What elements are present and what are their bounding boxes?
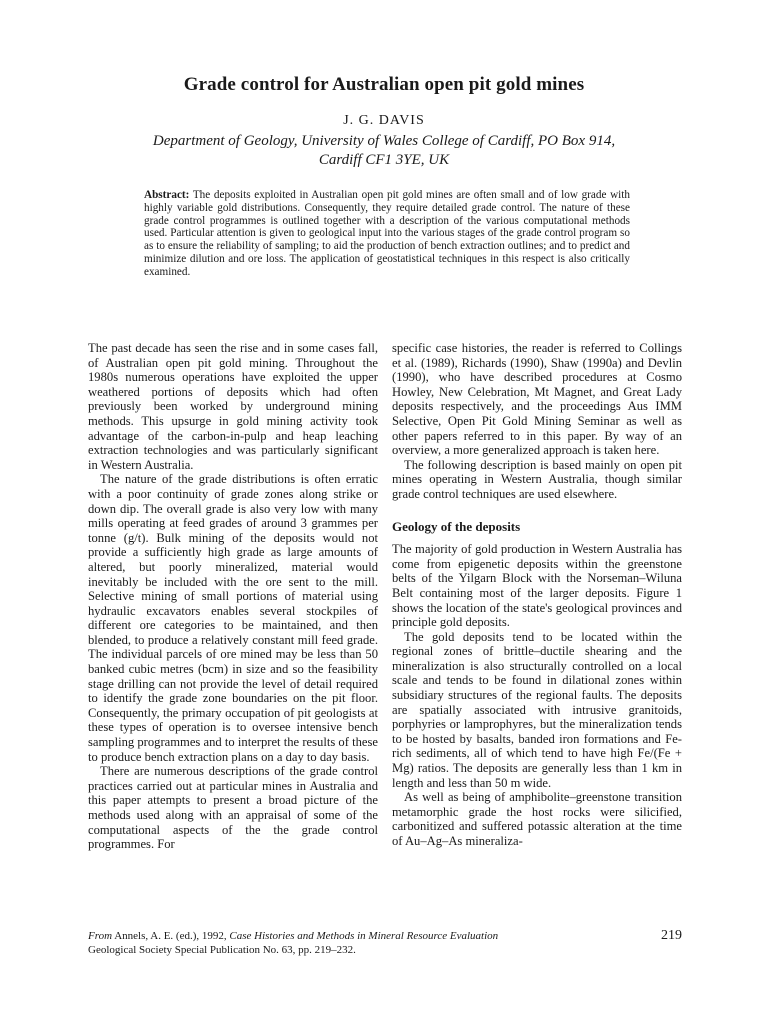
citation-footer — [88, 930, 688, 957]
citation-book: Case Histories and Methods in Mineral Resource Evaluation — [229, 930, 499, 942]
abstract — [144, 189, 630, 279]
body-paragraph: The gold deposits tend to be located within the regional zones of brittle–ductile shearing and the mineralization is also structurally controlled on a local scale and tends to be found in dilational zones within subsidiary structures of the regional faults. The deposits are spatially associated with intrusive granitoids, porphyries or lamprophyres, but the mineralization tends to be hosted by basalts, banded iron formations and Fe-rich sediments, all of which tend to have high Fe/(Fe + Mg) ratios. The deposits are generally less than 1 km in length and less than 50 m wide. — [392, 629, 682, 790]
right-column — [392, 341, 682, 849]
body-paragraph: The nature of the grade distributions is often erratic with a poor continuity of grade zones along strike or down dip. The overall grade is also very low with many mills operating at feed grades of around 3 grammes per tonne (g/t). Bulk mining of the deposits would not provide a sufficiently high grade as large amounts of altered, but poorly mineralized, material would inevitably be included with the ore sent to the mill. Selective mining of small portions of material using hydraulic excavators enables several stockpiles of different ore categories to be maintained, and then blended, to produce a relatively constant mill feed grade. The individual parcels of ore mined may be less than 50 banked cubic metres (bcm) in size and so the feasibility stage drilling can not provide the level of detail required to identify the grade zone boundaries on the pit floor. Consequently, the primary occupation of pit geologists at these types of operation is to oversee intensive bench sampling programmes and to interpret the results of these to produce bench extraction plans on a day to day basis. — [88, 472, 378, 764]
citation-series: Geological Society Special Publication No. 63, pp. 219–232. — [88, 943, 356, 956]
body-paragraph: The following description is based mainly on open pit mines operating in Western Australia, though similar grade control techniques are used elsewhere. — [392, 457, 682, 501]
abstract-text: The deposits exploited in Australian open pit gold mines are often small and of low grade with highly variable gold distributions. Consequently, they require detailed grade control. The nature of these grade control programmes is outlined together with a description of the various computational methods used. Particular attention is given to geological input into the various stages of the grade control program so as to ensure the reliability of sampling; to aid the production of bench extraction outlines; and to predict and minimize dilution and ore loss. The application of geostatistical techniques in this respect is also critically examined. — [144, 189, 630, 278]
body-paragraph: The past decade has seen the rise and in some cases fall, of Australian open pit gold mining. Throughout the 1980s numerous operations have exploited the upper weathered portions of deposits which had often previously been worked by underground mining methods. This upsurge in gold mining activity took advantage of the carbon-in-pulp and heap leaching extraction technologies and was particularly significant in Western Australia. — [88, 341, 378, 472]
abstract-label: Abstract: — [144, 189, 190, 201]
body-paragraph: The majority of gold production in Western Australia has come from epigenetic deposits within the greenstone belts of the Yilgarn Block with the Norseman–Wiluna Belt containing most of the larger deposits. Figure 1 shows the location of the state's geological provinces and principle gold deposits. — [392, 542, 682, 630]
affiliation-line-1: Department of Geology, University of Wales College of Cardiff, PO Box 914, — [152, 133, 616, 149]
body-paragraph: There are numerous descriptions of the grade control practices carried out at particular mines in Australia and this paper attempts to present a broad picture of the methods used along with an appraisal of some of the computational aspects of the the grade control programmes. For — [88, 764, 378, 852]
citation-from: From — [88, 930, 113, 942]
page-number: 219 — [661, 928, 682, 943]
body-paragraph: specific case histories, the reader is referred to Collings et al. (1989), Richards (1990), Shaw (1990a) and Devlin (1990), who have described procedures at Cosmo Howley, New Celebration, Mt Magnet, and Great Lady deposits respectively, and the proceedings Aus IMM Selective, Open Pit Gold Mining Seminar as well as other papers referred to in this paper. By way of an overview, a more generalized approach is taken here. — [392, 341, 682, 458]
citation-line-1 — [88, 930, 688, 944]
citation-editor: Annels, A. E. (ed.), 1992, — [114, 930, 227, 942]
paper-title: Grade control for Australian open pit gold mines — [183, 74, 585, 95]
body-paragraph: As well as being of amphibolite–greenstone transition metamorphic grade the host rocks were silicified, carbonitized and suffered potassic alteration at the time of Au–Ag–As mineraliza- — [392, 790, 682, 848]
left-column — [88, 341, 378, 852]
author-name: J. G. DAVIS — [343, 113, 425, 128]
author-affiliation — [0, 132, 768, 170]
affiliation-line-2: Cardiff CF1 3YE, UK — [318, 152, 450, 168]
section-heading: Geology of the deposits — [392, 518, 521, 534]
